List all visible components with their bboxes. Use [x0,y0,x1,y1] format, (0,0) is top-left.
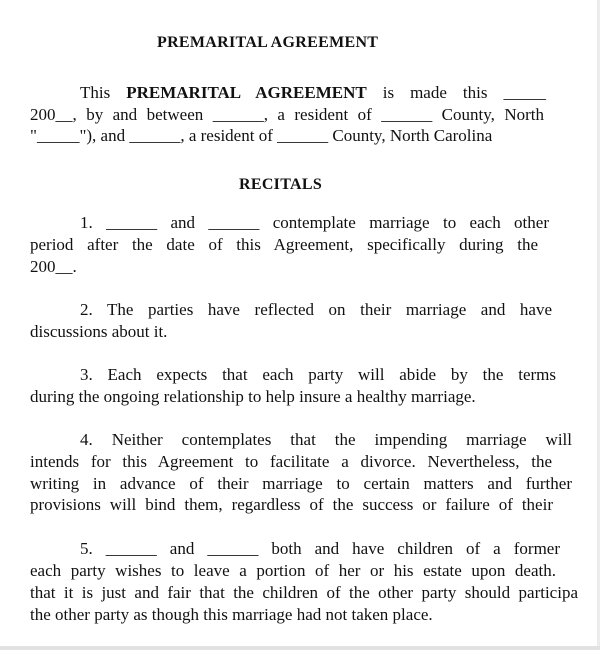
recital-5-line-4: the other party as though this marriage had not taken place. [30,605,433,624]
recital-5-line-3: that it is just and fair that the children of the other party should participa [30,583,578,602]
recital-2-line-1: 2. The parties have reflected on their marriage and have [80,300,552,319]
page-edge-bottom [0,646,600,650]
intro-text: This [80,83,127,102]
recital-3-line-1: 3. Each expects that each party will abide by the terms [80,365,556,384]
intro-text-tail: is made this _____ [366,83,546,102]
document-title: PREMARITAL AGREEMENT [157,34,379,51]
intro-bold-title: PREMARITAL AGREEMENT [126,83,367,102]
recital-4-line-2: intends for this Agreement to facilitate a divorce. Nevertheless, the [30,452,552,471]
recital-3-line-2: during the ongoing relationship to help insure a healthy marriage. [30,387,476,406]
recital-5-line-2: each party wishes to leave a portion of her or his estate upon death. [30,561,556,580]
recital-1-line-1: 1. ______ and ______ contemplate marriage to each other [80,213,549,232]
intro-line-1 [80,82,546,104]
recital-4-line-4: provisions will bind them, regardless of the success or failure of their [30,495,553,514]
recital-5-line-1: 5. ______ and ______ both and have children of a former [80,539,560,558]
intro-line-2: 200__, by and between ______, a resident of ______ County, North [30,105,544,124]
recital-1-line-3: 200__. [30,257,77,276]
recital-2-line-2: discussions about it. [30,322,168,341]
recitals-heading: RECITALS [239,176,323,193]
recital-1-line-2: period after the date of this Agreement, specifically during the [30,235,538,254]
recital-4-line-3: writing in advance of their marriage to certain matters and further [30,474,572,493]
recital-4-line-1: 4. Neither contemplates that the impending marriage will [80,430,572,449]
intro-line-3: "_____"), and ______, a resident of ______ County, North Carolina [30,126,493,145]
